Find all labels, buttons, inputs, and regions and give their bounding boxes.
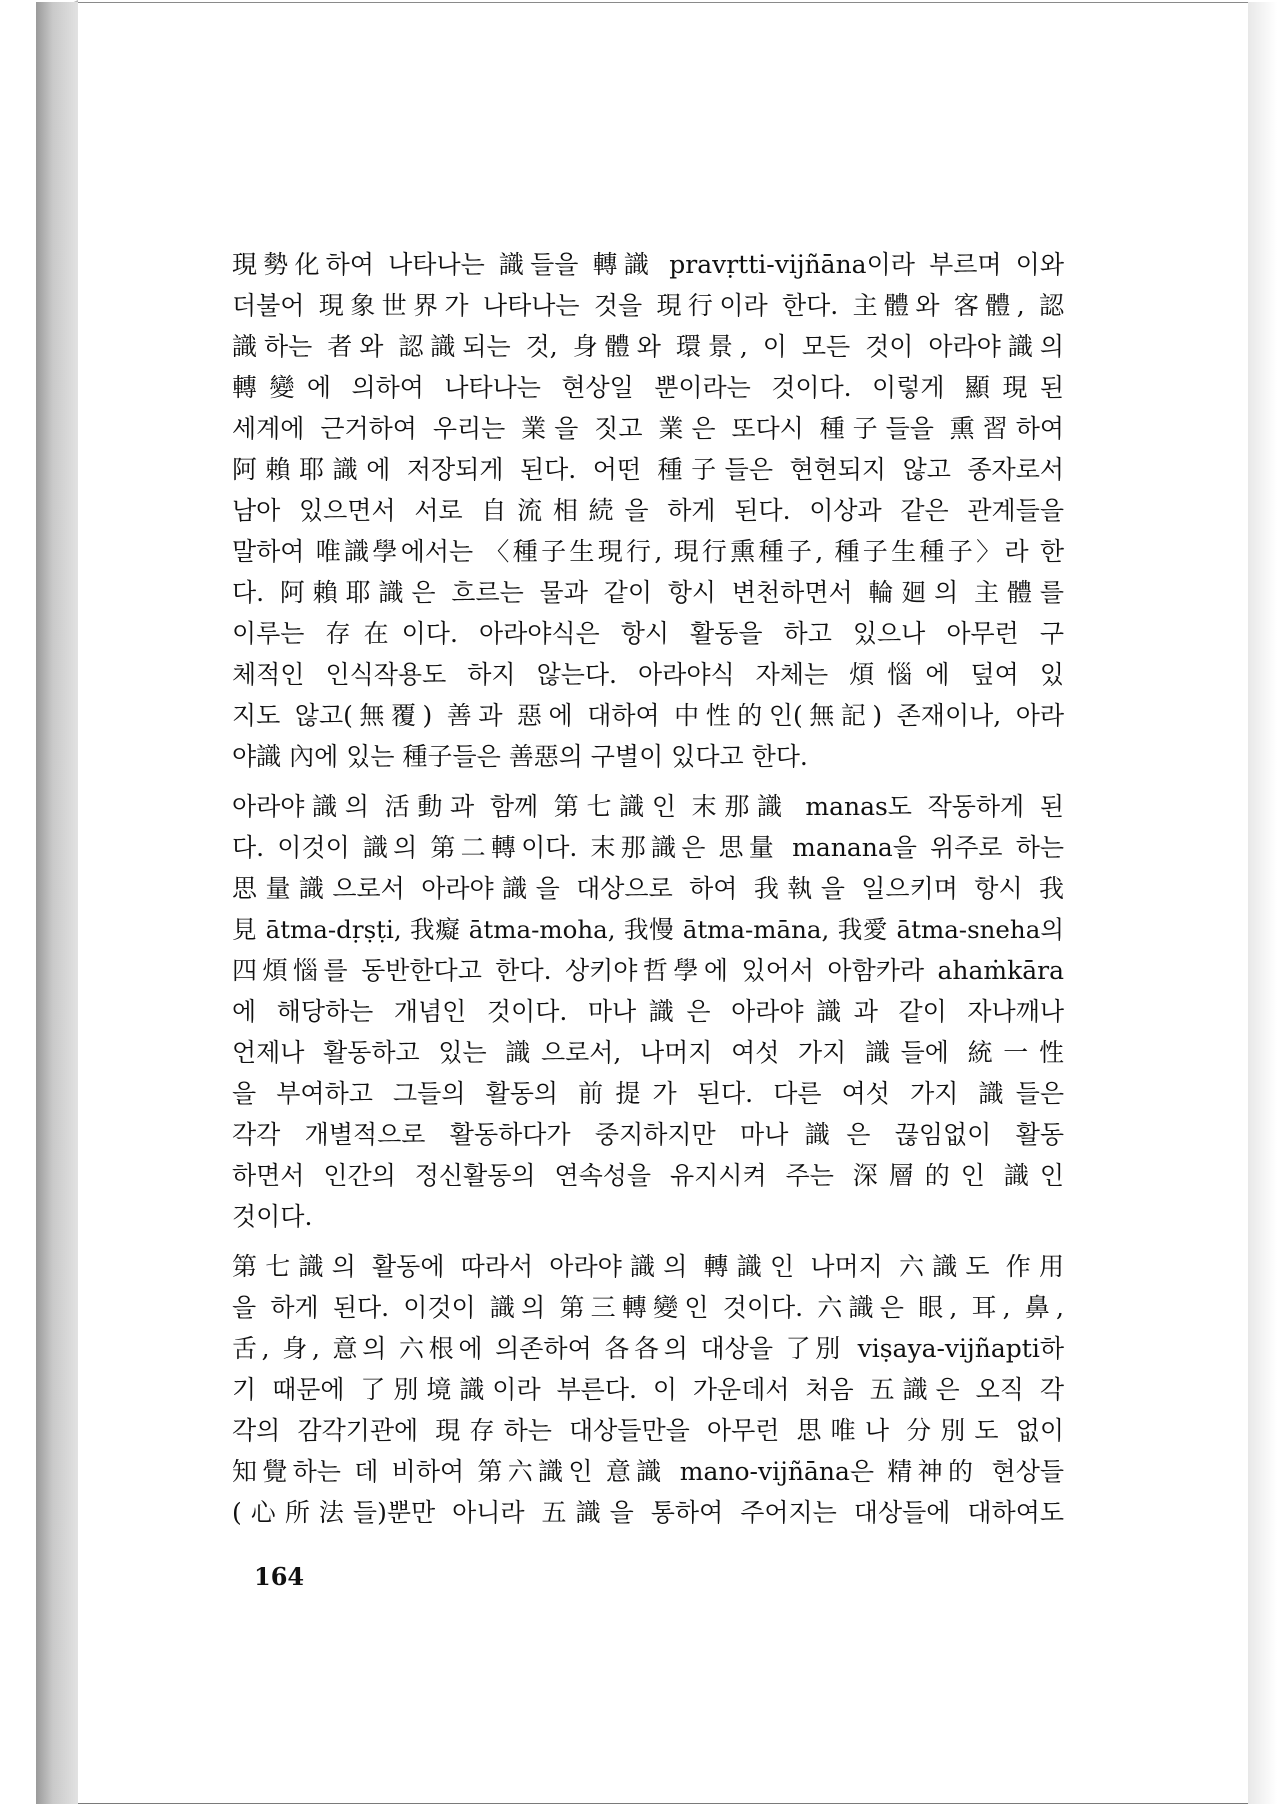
text-line: 第七識의 활동에 따라서 아라야識의 轉識인 나머지 六識도 作用 <box>232 1252 1064 1281</box>
page-number: 164 <box>254 1562 305 1591</box>
text-line: 阿賴耶識에 저장되게 된다. 어떤 種子들은 현현되지 않고 종자로서 <box>232 455 1064 484</box>
text-line: 다. 阿賴耶識은 흐르는 물과 같이 항시 변천하면서 輪廻의 主體를 <box>232 578 1064 607</box>
text-line: 識하는 者와 認識되는 것, 身體와 環景, 이 모든 것이 아라야識의 <box>232 332 1064 361</box>
paragraph <box>232 244 1064 777</box>
book-spine <box>36 2 78 1804</box>
page-edge-shadow <box>1248 2 1277 1804</box>
text-line: 체적인 인식작용도 하지 않는다. 아라야식 자체는 煩惱에 덮여 있 <box>232 660 1064 689</box>
body-text <box>232 244 1064 1533</box>
text-line: 것이다. <box>232 1202 313 1231</box>
text-line: 아라야識의 活動과 함께 第七識인 末那識 manas도 작동하게 된 <box>232 792 1064 821</box>
text-line: 야識 內에 있는 種子들은 善惡의 구별이 있다고 한다. <box>232 742 808 771</box>
text-line: 각의 감각기관에 現存하는 대상들만을 아무런 思唯나 分別도 없이 <box>232 1416 1064 1445</box>
paragraph <box>232 786 1064 1237</box>
text-line: 思量識으로서 아라야識을 대상으로 하여 我執을 일으키며 항시 我 <box>232 874 1064 903</box>
text-line: 언제나 활동하고 있는 識으로서, 나머지 여섯 가지 識들에 統一性 <box>232 1038 1064 1067</box>
text-line: 舌, 身, 意의 六根에 의존하여 各各의 대상을 了別 viṣaya-vijñapti하 <box>232 1334 1064 1363</box>
text-line: 각각 개별적으로 활동하다가 중지하지만 마나識은 끊임없이 활동 <box>232 1120 1064 1149</box>
text-line: 을 부여하고 그들의 활동의 前提가 된다. 다른 여섯 가지 識들은 <box>232 1079 1064 1108</box>
text-line: 을 하게 된다. 이것이 識의 第三轉變인 것이다. 六識은 眼, 耳, 鼻, <box>232 1293 1064 1322</box>
text-line: 現勢化하여 나타나는 識들을 轉識 pravṛtti-vijñāna이라 부르며 이와 <box>232 250 1064 279</box>
paragraph <box>232 1246 1064 1533</box>
paragraph-gap <box>232 1237 1064 1246</box>
text-line: 轉變에 의하여 나타나는 현상일 뿐이라는 것이다. 이렇게 顯現된 <box>232 373 1064 402</box>
text-line: 세계에 근거하여 우리는 業을 짓고 業은 또다시 種子들을 熏習하여 <box>232 414 1064 443</box>
text-line: 이루는 存在이다. 아라야식은 항시 활동을 하고 있으나 아무런 구 <box>232 619 1064 648</box>
text-line: 에 해당하는 개념인 것이다. 마나識은 아라야識과 같이 자나깨나 <box>232 997 1064 1026</box>
text-line: 見 ātma-dṛṣṭi, 我癡 ātma-moha, 我慢 ātma-māna, 我愛 ātma-sneha의 <box>232 915 1064 944</box>
text-line: 말하여 唯識學에서는 〈種子生現行, 現行熏種子, 種子生種子〉라 한 <box>232 537 1064 566</box>
text-line: 더불어 現象世界가 나타나는 것을 現行이라 한다. 主體와 客體, 認 <box>232 291 1064 320</box>
text-line: 다. 이것이 識의 第二轉이다. 末那識은 思量 manana을 위주로 하는 <box>232 833 1064 862</box>
text-line: 남아 있으면서 서로 自流相続을 하게 된다. 이상과 같은 관계들을 <box>232 496 1064 525</box>
paragraph-gap <box>232 777 1064 786</box>
text-line: 四煩惱를 동반한다고 한다. 상키야哲學에 있어서 아함카라 ahaṁkāra <box>232 956 1064 985</box>
text-line: 知覺하는 데 비하여 第六識인 意識 mano-vijñāna은 精神的 현상들 <box>232 1457 1064 1486</box>
text-line: 지도 않고(無覆) 善과 惡에 대하여 中性的인(無記) 존재이나, 아라 <box>232 701 1064 730</box>
text-line: 하면서 인간의 정신활동의 연속성을 유지시켜 주는 深層的인 識인 <box>232 1161 1064 1190</box>
text-line: (心所法들)뿐만 아니라 五識을 통하여 주어지는 대상들에 대하여도 <box>232 1498 1064 1527</box>
text-line: 기 때문에 了別境識이라 부른다. 이 가운데서 처음 五識은 오직 각 <box>232 1375 1064 1404</box>
